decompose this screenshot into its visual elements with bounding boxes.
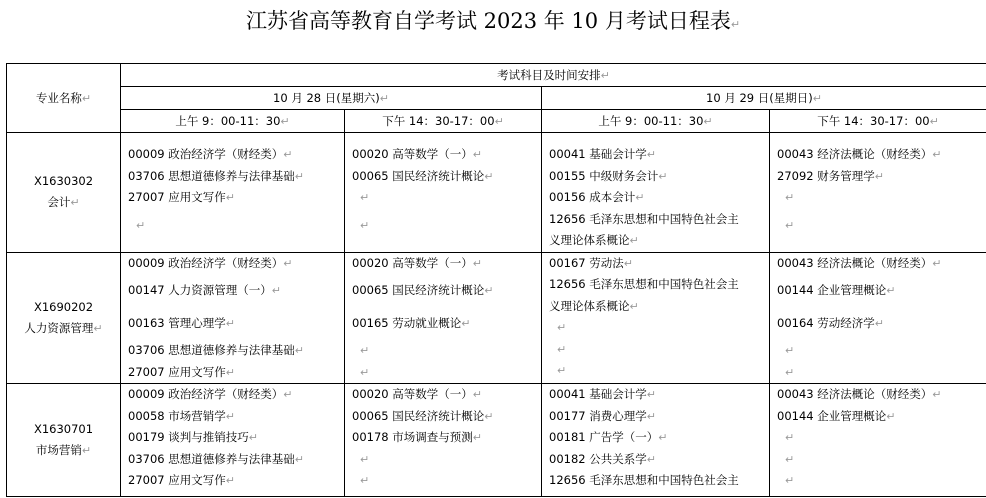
empty-line: ↵ xyxy=(557,321,567,334)
day1-am-cell xyxy=(121,133,345,253)
header-row-1 xyxy=(7,64,986,87)
day2-pm-header: 下午 14：30-17：00↵ xyxy=(770,110,986,133)
table-row xyxy=(7,252,986,384)
header-row-2 xyxy=(7,87,986,110)
course-item: 03706 思想道德修养与法律基础↵ xyxy=(128,168,304,183)
day1-am-header: 上午 9：00-11：30↵ xyxy=(121,110,345,133)
course-item: 00043 经济法概论（财经类）↵ xyxy=(777,255,942,270)
course-item: 03706 思想道德修养与法律基础↵ xyxy=(128,343,304,357)
day1-am-cell xyxy=(121,384,345,497)
empty-line: ↵ xyxy=(360,191,370,204)
exam-schedule-table xyxy=(6,63,986,497)
course-item: 00163 管理心理学↵ xyxy=(128,316,235,330)
major-code: X1630302 xyxy=(33,174,94,189)
course-item: 00065 国民经济统计概论↵ xyxy=(352,168,494,183)
course-item: 00147 人力资源管理（一）↵ xyxy=(128,283,281,297)
major-cell: X1630701 市场营销↵ xyxy=(7,384,121,497)
course-item: 00041 基础会计学↵ xyxy=(549,387,656,401)
course-item: 00020 高等数学（一）↵ xyxy=(352,255,482,270)
empty-line: ↵ xyxy=(785,191,795,204)
course-item-continued: 义理论体系概论↵ xyxy=(549,233,639,247)
subjects-header: 考试科目及时间安排↵ xyxy=(121,64,986,87)
course-item: 00165 劳动就业概论↵ xyxy=(352,316,471,330)
empty-line: ↵ xyxy=(785,218,795,232)
day1-pm-cell xyxy=(345,384,542,497)
day1-pm-header: 下午 14：30-17：00↵ xyxy=(345,110,542,133)
course-item: 12656 毛泽东思想和中国特色社会主 xyxy=(549,211,739,226)
header-row-3 xyxy=(7,110,986,133)
course-item: 00181 广告学（一）↵ xyxy=(549,430,668,444)
empty-line: ↵ xyxy=(136,218,146,232)
course-item: 00009 政治经济学（财经类）↵ xyxy=(128,387,293,401)
empty-line: ↵ xyxy=(360,344,370,357)
course-item: 00041 基础会计学↵ xyxy=(549,147,656,161)
course-item: 12656 毛泽东思想和中国特色社会主 xyxy=(549,277,739,291)
course-item: 27007 应用文写作↵ xyxy=(128,473,235,487)
day2-am-header: 上午 9：00-11：30↵ xyxy=(542,110,770,133)
course-item: 00020 高等数学（一）↵ xyxy=(352,387,482,401)
course-item: 00177 消费心理学↵ xyxy=(549,408,656,423)
major-code: X1690202 xyxy=(33,299,94,314)
course-item: 00009 政治经济学（财经类）↵ xyxy=(128,255,293,270)
course-item: 00009 政治经济学（财经类）↵ xyxy=(128,147,293,161)
empty-line: ↵ xyxy=(360,365,370,379)
course-item: 00179 谈判与推销技巧↵ xyxy=(128,430,258,444)
course-item: 00155 中级财务会计↵ xyxy=(549,168,668,183)
major-title: 市场营销 xyxy=(35,443,82,457)
course-item: 00020 高等数学（一）↵ xyxy=(352,147,482,161)
empty-line: ↵ xyxy=(785,365,795,379)
day1-am-cell xyxy=(121,252,345,384)
day1-pm-cell xyxy=(345,133,542,253)
major-title: 会计 xyxy=(47,195,71,210)
course-item: 12656 毛泽东思想和中国特色社会主 xyxy=(549,473,739,487)
day2-am-cell xyxy=(542,133,770,253)
empty-line: ↵ xyxy=(557,364,567,377)
empty-line: ↵ xyxy=(785,344,795,357)
empty-line: ↵ xyxy=(360,474,370,487)
table-row xyxy=(7,133,986,253)
day2-am-cell xyxy=(542,252,770,384)
course-item: 00043 经济法概论（财经类）↵ xyxy=(777,387,942,401)
empty-line: ↵ xyxy=(360,452,370,466)
course-item: 27007 应用文写作↵ xyxy=(128,190,235,204)
major-cell: X1630302 会计↵ xyxy=(7,133,121,253)
course-item: 00156 成本会计↵ xyxy=(549,190,645,204)
day2-pm-cell xyxy=(770,384,986,497)
course-item: 00043 经济法概论（财经类）↵ xyxy=(777,147,942,161)
major-cell: X1690202 人力资源管理↵ xyxy=(7,252,121,384)
course-item: 00144 企业管理概论↵ xyxy=(777,283,896,297)
course-item: 00144 企业管理概论↵ xyxy=(777,408,896,423)
major-code: X1630701 xyxy=(33,422,94,436)
course-item: 27092 财务管理学↵ xyxy=(777,168,884,183)
course-item: 00065 国民经济统计概论↵ xyxy=(352,408,494,423)
day2-am-cell xyxy=(542,384,770,497)
course-item: 00058 市场营销学↵ xyxy=(128,408,235,423)
day2-pm-cell xyxy=(770,252,986,384)
course-item: 00178 市场调查与预测↵ xyxy=(352,430,482,444)
course-item: 00167 劳动法↵ xyxy=(549,255,633,270)
major-title: 人力资源管理 xyxy=(24,320,94,335)
table-row xyxy=(7,384,986,497)
course-item: 27007 应用文写作↵ xyxy=(128,364,235,379)
empty-line: ↵ xyxy=(785,452,795,466)
course-item: 00164 劳动经济学↵ xyxy=(777,316,884,330)
day2-pm-cell xyxy=(770,133,986,253)
course-item: 00065 国民经济统计概论↵ xyxy=(352,283,494,297)
day2-header: 10 月 29 日(星期日)↵ xyxy=(542,87,986,110)
empty-line: ↵ xyxy=(360,218,370,232)
empty-line: ↵ xyxy=(785,474,795,487)
day1-header: 10 月 28 日(星期六)↵ xyxy=(121,87,542,110)
empty-line: ↵ xyxy=(785,431,795,444)
major-name-header: 专业名称↵ xyxy=(7,64,121,133)
course-item-continued: 义理论体系概论↵ xyxy=(549,298,639,313)
course-item: 03706 思想道德修养与法律基础↵ xyxy=(128,451,304,466)
empty-line: ↵ xyxy=(557,342,567,356)
course-item: 00182 公共关系学↵ xyxy=(549,451,656,466)
page-title: 江苏省高等教育自学考试 2023 年 10 月考试日程表↵ xyxy=(245,9,741,33)
day1-pm-cell xyxy=(345,252,542,384)
